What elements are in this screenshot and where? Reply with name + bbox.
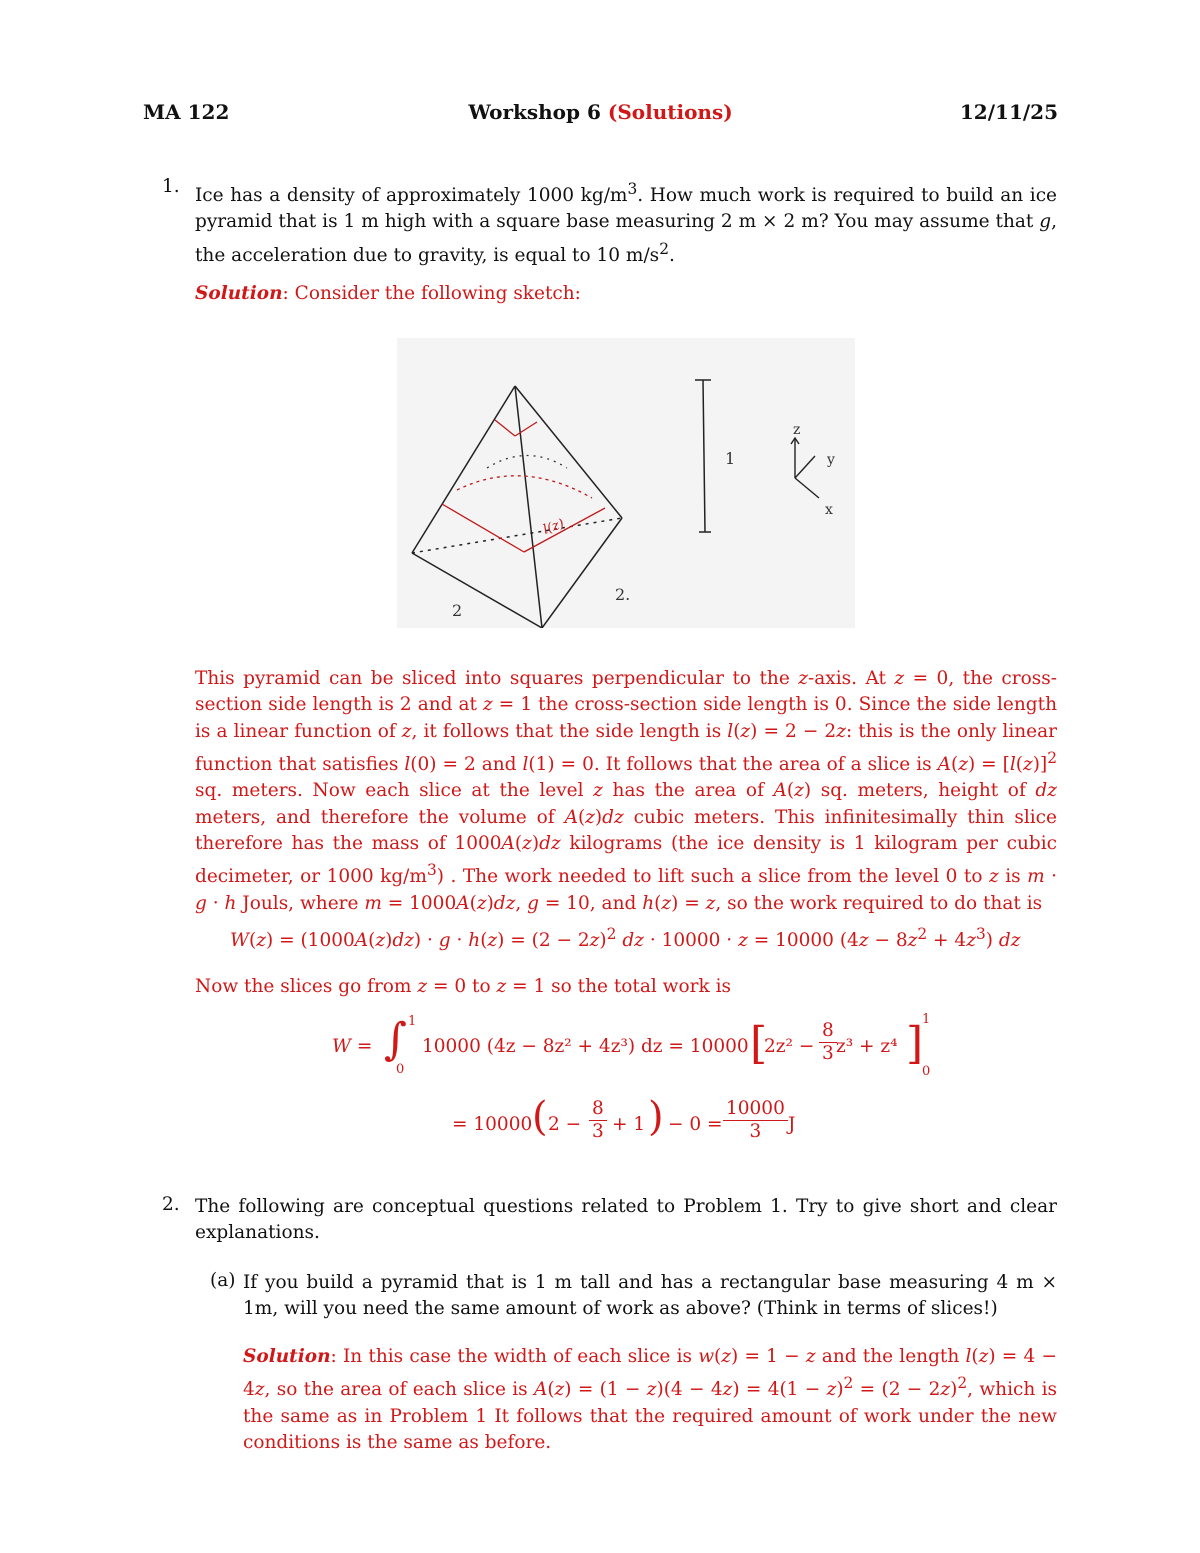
page-header: [143, 100, 1058, 130]
axis-y-label: y: [827, 452, 835, 468]
fraction-8-3-b: $\frac{8}{3}$: [589, 1098, 607, 1143]
axis-x-label: x: [825, 502, 833, 518]
problem-1-solution-text: This pyramid can be sliced into squares perpendicular to the z-axis. At z = 0, the cross-section side length is 2 and at z = 1 the cross-section side length is 0. Since the side length is a linear function of z, it follows that the side length is l(z) = 2 − 2z: this is the only linear function that satisfies l(0) = 2 and l(1) = 0. It follows that the area of a slice is $A(z) = [l(z)]^2$ sq. meters. Now each slice at the level z has the area of A(z) sq. meters, height of dz meters, and therefore the volume of A(z)dz cubic meters. This infinitesimally thin slice therefore has the mass of 1000A(z)dz kilograms (the ice density is 1 kilogram per cubic decimeter, or 1000 $kg/m^3$) . The work needed to lift such a slice from the level 0 to z is m · g · h Jouls, where m = 1000A(z)dz, g = 10, and h(z) = z, so the work required to do that is: [195, 668, 1058, 914]
height-label: 1: [725, 449, 736, 468]
pyramid-sketch: [397, 338, 855, 628]
axis-z-label: z: [793, 422, 801, 438]
integral-sign: ∫: [384, 1014, 407, 1065]
fraction-result: $\frac{10000}{3}$: [723, 1098, 788, 1143]
base-label-right: 2.: [615, 585, 631, 604]
solutions-tag: (Solutions): [607, 100, 733, 124]
equation-work-per-slice: $W(z) = (1000A(z)dz) \cdot g \cdot h(z) = (2 - 2z)^2$ dz · 10000 · z = 10000 $(4z - 8z^2 + 4z^3)$ dz: [230, 925, 1021, 952]
solution-label: Solution: [195, 283, 283, 304]
fraction-8-3: $\frac{8}{3}$: [819, 1020, 837, 1065]
problem-2a-text: If you build a pyramid that is 1 m tall and has a rectangular base measuring 4 m × 1m, will you need the same amount of work as above? (Think in terms of slices!): [243, 1272, 1057, 1320]
problem-2-number: 2.: [162, 1194, 180, 1215]
date: 12/11/25: [959, 100, 1058, 124]
slice-label: l(z): [541, 516, 567, 538]
page-title: Workshop 6 (Solutions): [468, 100, 733, 124]
problem-2a-solution: Solution: In this case the width of each slice is w(z) = 1 − z and the length l(z) = 4 − 4z, so the area of each slice is $A(z) = (1 - z)(4 - 4z) = 4(1 - z)^2 = (2 - 2z)^2$, which is the same as in Problem 1 It follows that the required amount of work under the new conditions is the same as before.: [243, 1346, 1057, 1454]
problem-1-slices-text: Now the slices go from z = 0 to z = 1 so the total work is: [195, 976, 731, 997]
course-code: MA 122: [143, 100, 230, 124]
problem-1-number: 1.: [162, 176, 180, 197]
solution-label-2a: Solution: [243, 1346, 331, 1367]
equation-total-work-integral: W = ∫ 1 0 10000 (4z − 8z² + 4z³) dz = 10000 [ 2z² − $\frac{8}{3}$ z³ + z⁴ ] 1 0: [332, 1012, 931, 1079]
base-label-left: 2: [452, 601, 463, 620]
problem-1-text: Ice has a density of approximately 1000 $kg/m^3$. How much work is required to build an ice pyramid that is 1 m high with a square base measuring 2 m × 2 m? You may assume that g, the acceleration due to gravity, is equal to 10 $m/s^2$.: [195, 180, 1058, 266]
problem-1-solution-intro: Solution: Consider the following sketch:: [195, 283, 581, 304]
equation-total-work-result: = 10000 ( 2 − $\frac{8}{3}$ + 1 ) − 0 = $\frac{10000}{3}$ J: [452, 1094, 796, 1142]
problem-2-text: The following are conceptual questions related to Problem 1. Try to give short and clear explanations.: [195, 1196, 1057, 1244]
problem-2a-label: (a): [210, 1270, 236, 1291]
